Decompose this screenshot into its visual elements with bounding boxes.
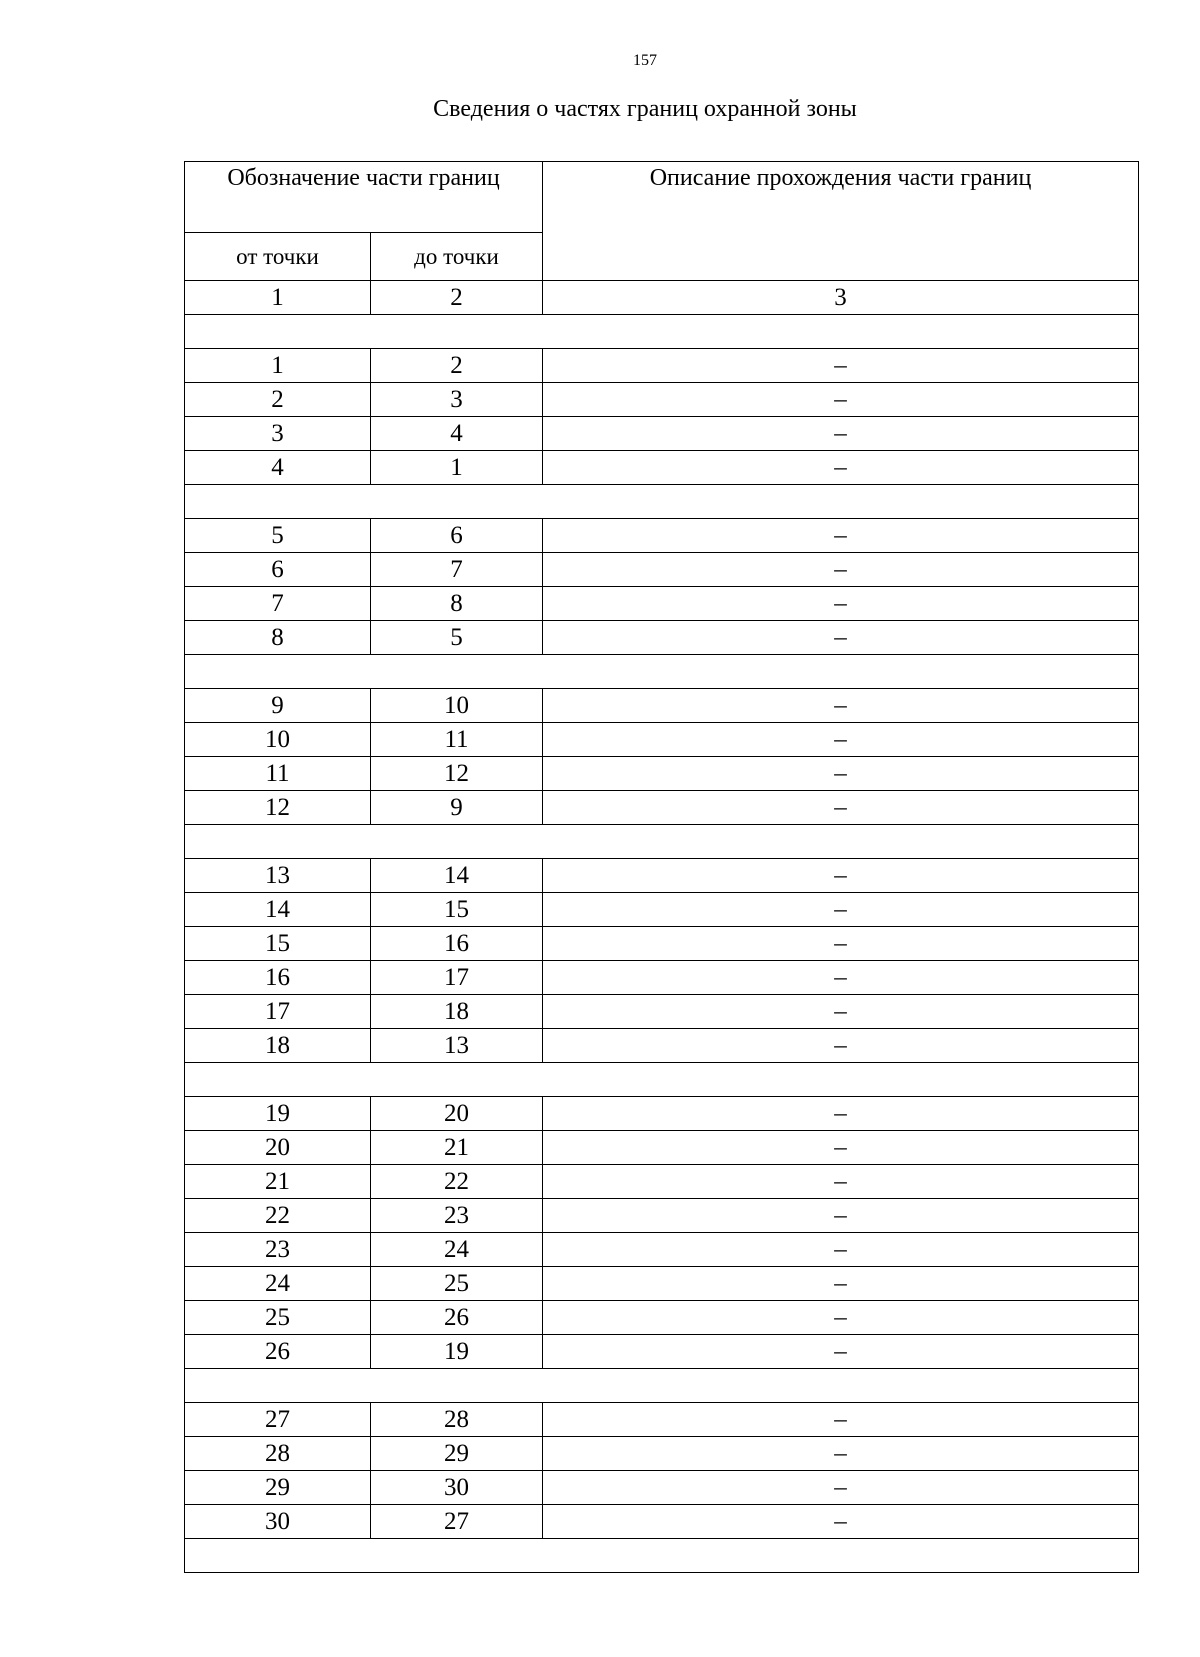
to-point-cell: 3 [371, 383, 543, 417]
table-row [185, 1505, 1139, 1539]
table-row [185, 859, 1139, 893]
section-separator-cell [185, 315, 1139, 349]
description-cell: – [543, 961, 1139, 995]
description-cell: – [543, 1437, 1139, 1471]
description-cell: – [543, 621, 1139, 655]
from-point-cell: 20 [185, 1131, 371, 1165]
description-cell: – [543, 1097, 1139, 1131]
to-point-cell: 20 [371, 1097, 543, 1131]
table-row [185, 927, 1139, 961]
description-cell: – [543, 1029, 1139, 1063]
table-row [185, 995, 1139, 1029]
description-cell: – [543, 1199, 1139, 1233]
description-cell: – [543, 791, 1139, 825]
description-cell: – [543, 1131, 1139, 1165]
table-row [185, 961, 1139, 995]
header-from-point: от точки [185, 233, 371, 281]
from-point-cell: 2 [185, 383, 371, 417]
description-cell: – [543, 1233, 1139, 1267]
description-cell: – [543, 1267, 1139, 1301]
description-cell: – [543, 1165, 1139, 1199]
table-row [185, 893, 1139, 927]
from-point-cell: 1 [185, 349, 371, 383]
description-cell: – [543, 451, 1139, 485]
description-cell: – [543, 553, 1139, 587]
header-row [185, 162, 1139, 233]
section-separator-cell [185, 1539, 1139, 1573]
table-row [185, 1097, 1139, 1131]
to-point-cell: 28 [371, 1403, 543, 1437]
to-point-cell: 18 [371, 995, 543, 1029]
table-row [185, 1335, 1139, 1369]
column-number-row [185, 281, 1139, 315]
description-cell: – [543, 723, 1139, 757]
from-point-cell: 4 [185, 451, 371, 485]
from-point-cell: 26 [185, 1335, 371, 1369]
table-row [185, 553, 1139, 587]
from-point-cell: 5 [185, 519, 371, 553]
from-point-cell: 22 [185, 1199, 371, 1233]
from-point-cell: 25 [185, 1301, 371, 1335]
description-cell: – [543, 587, 1139, 621]
to-point-cell: 1 [371, 451, 543, 485]
from-point-cell: 9 [185, 689, 371, 723]
to-point-cell: 10 [371, 689, 543, 723]
table-row [185, 1199, 1139, 1233]
boundary-table-body [185, 162, 1139, 1573]
to-point-cell: 19 [371, 1335, 543, 1369]
from-point-cell: 23 [185, 1233, 371, 1267]
to-point-cell: 26 [371, 1301, 543, 1335]
table-row [185, 1403, 1139, 1437]
table-row [185, 383, 1139, 417]
from-point-cell: 18 [185, 1029, 371, 1063]
column-number-1: 1 [185, 281, 371, 315]
description-cell: – [543, 349, 1139, 383]
section-separator-row [185, 1539, 1139, 1573]
to-point-cell: 17 [371, 961, 543, 995]
from-point-cell: 30 [185, 1505, 371, 1539]
table-row [185, 1165, 1139, 1199]
section-separator-row [185, 315, 1139, 349]
table-row [185, 519, 1139, 553]
table-row [185, 1131, 1139, 1165]
description-cell: – [543, 927, 1139, 961]
to-point-cell: 11 [371, 723, 543, 757]
table-row [185, 723, 1139, 757]
from-point-cell: 10 [185, 723, 371, 757]
from-point-cell: 16 [185, 961, 371, 995]
to-point-cell: 5 [371, 621, 543, 655]
to-point-cell: 2 [371, 349, 543, 383]
description-cell: – [543, 995, 1139, 1029]
to-point-cell: 22 [371, 1165, 543, 1199]
table-row [185, 757, 1139, 791]
to-point-cell: 25 [371, 1267, 543, 1301]
table-row [185, 1267, 1139, 1301]
to-point-cell: 23 [371, 1199, 543, 1233]
table-row [185, 621, 1139, 655]
from-point-cell: 24 [185, 1267, 371, 1301]
boundary-table [184, 161, 1139, 1573]
description-cell: – [543, 1301, 1139, 1335]
to-point-cell: 9 [371, 791, 543, 825]
to-point-cell: 21 [371, 1131, 543, 1165]
description-cell: – [543, 689, 1139, 723]
from-point-cell: 21 [185, 1165, 371, 1199]
to-point-cell: 13 [371, 1029, 543, 1063]
description-cell: – [543, 757, 1139, 791]
section-separator-cell [185, 1063, 1139, 1097]
table-row [185, 1471, 1139, 1505]
from-point-cell: 8 [185, 621, 371, 655]
section-separator-row [185, 825, 1139, 859]
to-point-cell: 8 [371, 587, 543, 621]
description-cell: – [543, 1403, 1139, 1437]
from-point-cell: 27 [185, 1403, 371, 1437]
section-separator-cell [185, 485, 1139, 519]
description-cell: – [543, 383, 1139, 417]
to-point-cell: 30 [371, 1471, 543, 1505]
table-row [185, 791, 1139, 825]
from-point-cell: 12 [185, 791, 371, 825]
section-separator-cell [185, 1369, 1139, 1403]
column-number-3: 3 [543, 281, 1139, 315]
to-point-cell: 27 [371, 1505, 543, 1539]
description-cell: – [543, 1335, 1139, 1369]
from-point-cell: 19 [185, 1097, 371, 1131]
from-point-cell: 15 [185, 927, 371, 961]
table-row [185, 1233, 1139, 1267]
to-point-cell: 15 [371, 893, 543, 927]
table-row [185, 1029, 1139, 1063]
from-point-cell: 17 [185, 995, 371, 1029]
header-description: Описание прохождения части границ [543, 162, 1139, 281]
header-designation: Обозначение части границ [185, 162, 543, 233]
table-row [185, 417, 1139, 451]
description-cell: – [543, 417, 1139, 451]
to-point-cell: 6 [371, 519, 543, 553]
from-point-cell: 29 [185, 1471, 371, 1505]
from-point-cell: 6 [185, 553, 371, 587]
from-point-cell: 14 [185, 893, 371, 927]
table-row [185, 587, 1139, 621]
section-separator-row [185, 1369, 1139, 1403]
page-number: 157 [633, 52, 657, 69]
document-title: Сведения о частях границ охранной зоны [433, 96, 857, 122]
table-row [185, 1301, 1139, 1335]
from-point-cell: 7 [185, 587, 371, 621]
to-point-cell: 16 [371, 927, 543, 961]
to-point-cell: 12 [371, 757, 543, 791]
to-point-cell: 14 [371, 859, 543, 893]
table-row [185, 451, 1139, 485]
to-point-cell: 4 [371, 417, 543, 451]
to-point-cell: 29 [371, 1437, 543, 1471]
from-point-cell: 3 [185, 417, 371, 451]
description-cell: – [543, 893, 1139, 927]
section-separator-row [185, 655, 1139, 689]
table-row [185, 1437, 1139, 1471]
from-point-cell: 11 [185, 757, 371, 791]
to-point-cell: 24 [371, 1233, 543, 1267]
section-separator-cell [185, 655, 1139, 689]
description-cell: – [543, 519, 1139, 553]
column-number-2: 2 [371, 281, 543, 315]
from-point-cell: 13 [185, 859, 371, 893]
header-to-point: до точки [371, 233, 543, 281]
section-separator-cell [185, 825, 1139, 859]
description-cell: – [543, 1471, 1139, 1505]
table-row [185, 689, 1139, 723]
description-cell: – [543, 1505, 1139, 1539]
description-cell: – [543, 859, 1139, 893]
to-point-cell: 7 [371, 553, 543, 587]
from-point-cell: 28 [185, 1437, 371, 1471]
section-separator-row [185, 485, 1139, 519]
section-separator-row [185, 1063, 1139, 1097]
table-row [185, 349, 1139, 383]
